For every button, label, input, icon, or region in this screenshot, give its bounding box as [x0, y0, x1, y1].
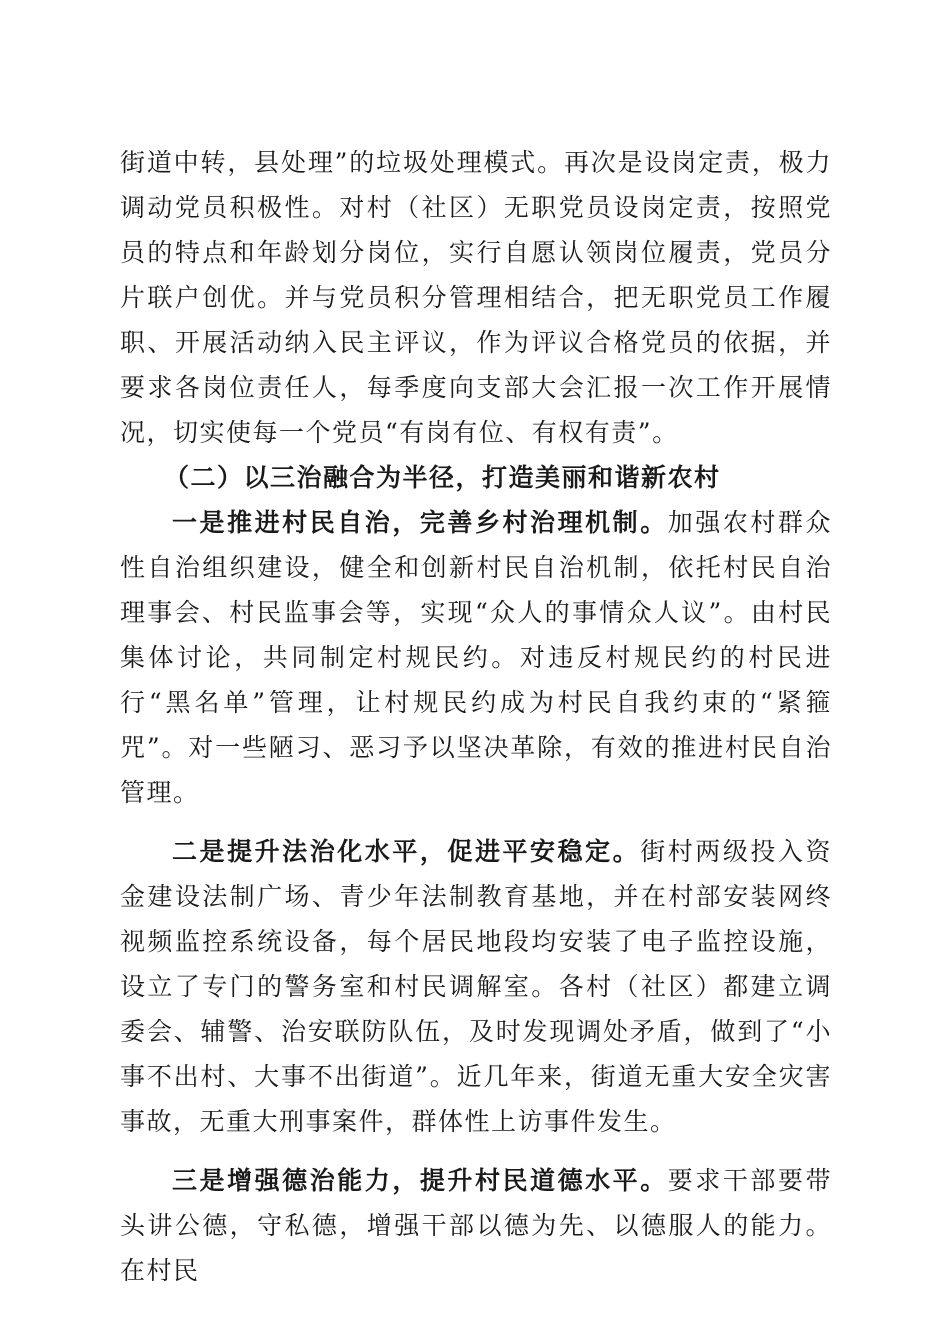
paragraph-lead: 三是增强德治能力，提升村民道德水平。: [172, 1166, 668, 1195]
paragraph-village-autonomy: [120, 500, 832, 815]
paragraph-lead: 一是推进村民自治，完善乡村治理机制。: [172, 508, 668, 537]
paragraph-moral-governance: [120, 1158, 832, 1293]
paragraph-continuation: 街道中转，县处理”的垃圾处理模式。再次是设岗定责，极力调动党员积极性。对村（社区）无职党员设岗定责，按照党员的特点和年龄划分岗位，实行自愿认领岗位履责，党员分片联户创优。并与党员积分管理相结合，把无职党员工作履职、开展活动纳入民主评议，作为评议合格党员的依据，并要求各岗位责任人，每季度向支部大会汇报一次工作开展情况，切实使每一个党员“有岗有位、有权有责”。: [120, 148, 832, 447]
paragraph-body: 街村两级投入资金建设法制广场、青少年法制教育基地，并在村部安装网终视频监控系统设备，每个居民地段均安装了电子监控设施，设立了专门的警务室和村民调解室。各村（社区）都建立调委会、辅警、治安联防队伍，及时发现调处矛盾，做到了“小事不出村、大事不出街道”。近几年来，街道无重大安全灾害事故，无重大刑事案件，群体性上访事件发生。: [120, 837, 832, 1136]
document-body: [120, 140, 832, 1293]
paragraph-rule-of-law: [120, 829, 832, 1144]
paragraph-body: 加强农村群众性自治组织建设，健全和创新村民自治机制，依托村民自治理事会、村民监事会等，实现“众人的事情众人议”。由村民集体讨论，共同制定村规民约。对违反村规民约的村民进行“黑名单”管理，让村规民约成为村民自我约束的“紧箍咒”。对一些陋习、恶习予以坚决革除，有效的推进村民自治管理。: [120, 508, 832, 807]
paragraph-lead: 二是提升法治化水平，促进平安稳定。: [172, 837, 641, 866]
section-heading: （二）以三治融合为半径，打造美丽和谐新农村: [164, 463, 721, 492]
paragraph-body: 要求干部要带头讲公德，守私德，增强干部以德为先、以德服人的能力。在村民: [120, 1166, 832, 1285]
